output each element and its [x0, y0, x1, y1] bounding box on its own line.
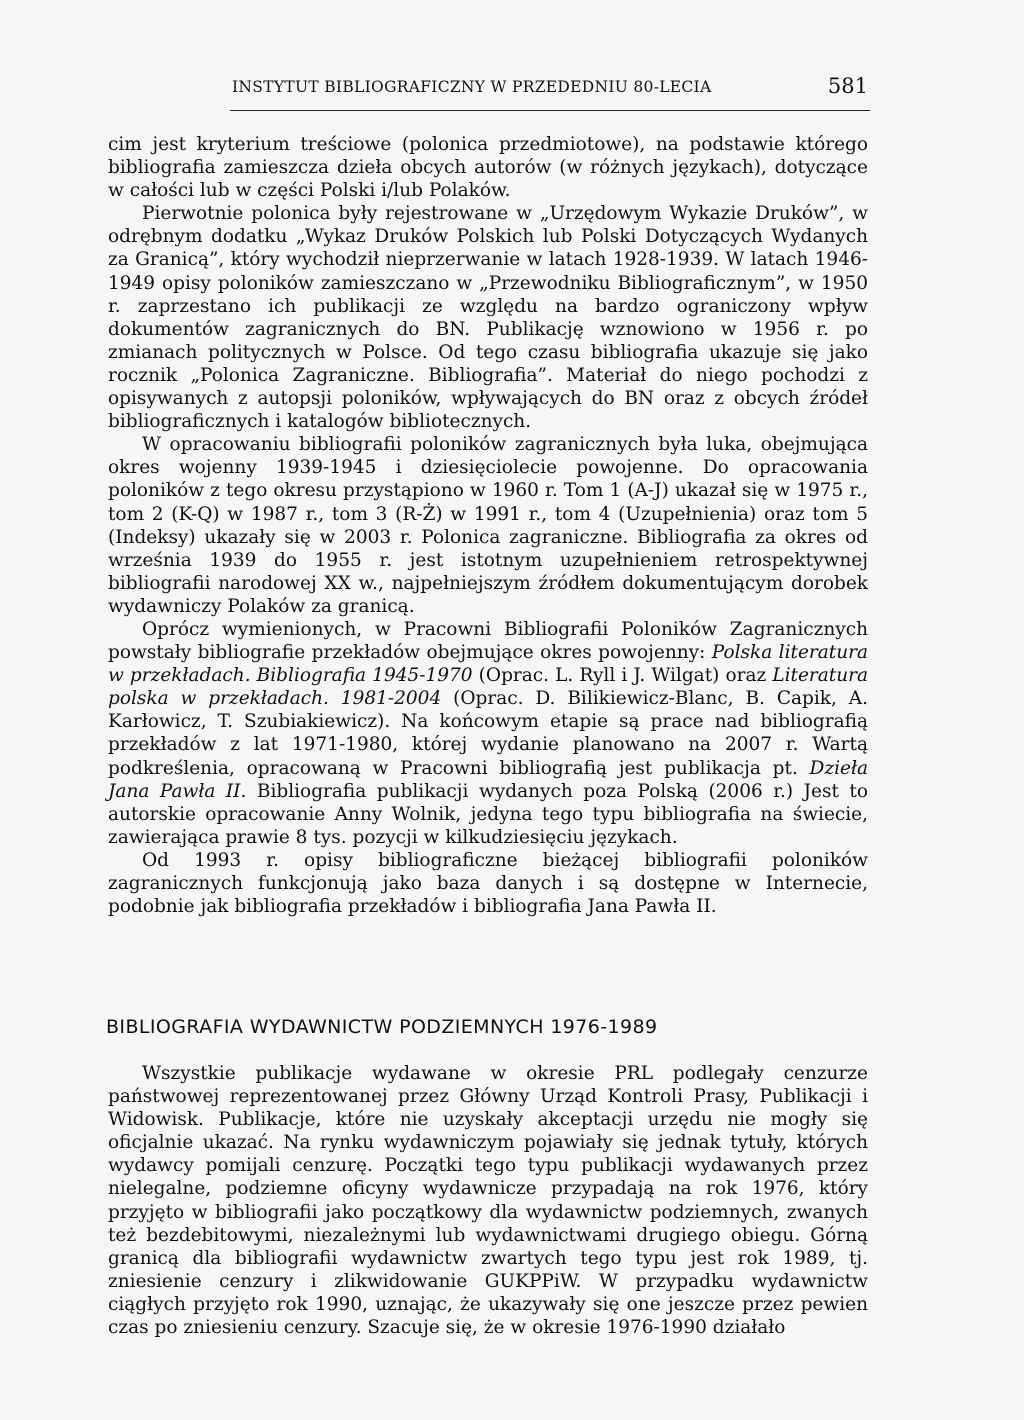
page-number: 581 [827, 74, 868, 98]
running-head: INSTYTUT BIBLIOGRAFICZNY W PRZEDEDNIU 80-LECIA [232, 78, 712, 96]
book-title: Literatura polska w przekładach. 1981-2004 [108, 665, 868, 710]
text-run: Oprócz wymienionych, w Pracowni Bibliografii Poloników Zagranicznych powstały bibliografie przekładów obejmujące okres powojenny: [108, 618, 868, 664]
header-rule [230, 110, 870, 111]
paragraph-database: Od 1993 r. opisy bibliograficzne bieżącej bibliografii poloników zagranicznych funkcjonują jako baza danych i są dostępne w Internecie, podobnie jak bibliografia przekładów i bibliografia Jana Pawła II. [108, 849, 868, 918]
paragraph-continued: cim jest kryterium treściowe (polonica przedmiotowe), na podstawie którego bibliografia zamieszcza dzieła obcych autorów (w różnych językach), dotyczące w całości lub w części Polski i/lub Polaków. [108, 134, 868, 202]
text-run: (Oprac. D. Bilikiewicz-Blanc, B. Capik, A. Karłowicz, T. Szubiakiewicz). Na końcowym etapie są prace nad bibliografią przekładów z lat 1971-1980, której wydanie planowano na 2007 r. Wartą podkreślenia, opracowaną w Pracowni bibliografią jest publikacja pt. [108, 688, 868, 779]
paragraph-translation-bibliographies [108, 618, 868, 849]
text-run: Bibliografia publikacji wydanych poza Polską (2006 r.) Jest to autorskie opracowanie Anny Wolnik, jedyna tego typu bibliografia na świecie, zawierająca prawie 8 tys. pozycji w kilkudziesięciu językach. [108, 780, 868, 848]
section-heading: BIBLIOGRAFIA WYDAWNICTW PODZIEMNYCH 1976-1989 [106, 1016, 658, 1038]
book-title: Dzieła Jana Pawła II. [108, 757, 868, 802]
main-text [108, 133, 868, 918]
book-title: Polska literatura w przekładach. Bibliografia 1945-1970 [108, 642, 868, 687]
paragraph-underground-publishing: Wszystkie publikacje wydawane w okresie PRL podlegały cenzurze państwowej reprezentowanej przez Główny Urząd Kontroli Prasy, Publikacji i Widowisk. Publikacje, które nie uzyskały akceptacji urzędu nie mogły się oficjalnie ukazać. Na rynku wydawniczym pojawiały się jednak tytuły, których wydawcy pomijali cenzurę. Początki tego typu publikacji wydawanych przez nielegalne, podziemne oficyny wydawnicze przypadają na rok 1976, który przyjęto w bibliografii jako początkowy dla wydawnictw podziemnych, zwanych też bezdebitowymi, niezależnymi lub wydawnictwami drugiego obiegu. Górną granicą dla bibliografii wydawnictw zwartych tego typu jest rok 1989, tj. zniesienie cenzury i zlikwidowanie GUKPPiW. W przypadku wydawnictw ciągłych przyjęto rok 1990, uznając, że ukazywały się one jeszcze przez pewien czas po zniesieniu cenzury. Szacuje się, że w okresie 1976-1990 działało [108, 1063, 868, 1339]
text-run: (Oprac. L. Ryll i J. Wilgat) oraz [472, 665, 773, 687]
paragraph-wartime-gap: W opracowaniu bibliografii poloników zagranicznych była luka, obejmująca okres wojenny 1939-1945 i dziesięciolecie powojenne. Do opracowania poloników z tego okresu przystąpiono w 1960 r. Tom 1 (A-J) ukazał się w 1975 r., tom 2 (K-Q) w 1987 r., tom 3 (R-Ż) w 1991 r., tom 4 (Uzupełnienia) oraz tom 5 (Indeksy) ukazały się w 2003 r. Polonica zagraniczne. Bibliografia za okres od września 1939 do 1955 r. jest istotnym uzupełnieniem retrospektywnej bibliografii narodowej XX w., najpełniejszym źródłem dokumentującym dorobek wydawniczy Polaków za granicą. [108, 434, 868, 617]
paragraph-polonica-history: Pierwotnie polonica były rejestrowane w „Urzędowym Wykazie Druków”, w odrębnym dodatku „Wykaz Druków Polskich lub Polski Dotyczących Wydanych za Granicą”, który wychodził nieprzerwanie w latach 1928-1939. W latach 1946-1949 opisy poloników zamieszczano w „Przewodniku Bibliograficznym”, w 1950 r. zaprzestano ich publikacji ze względu na bardzo ograniczony wpływ dokumentów zagranicznych do BN. Publikację wznowiono w 1956 r. po zmianach politycznych w Polsce. Od tego czasu bibliografia ukazuje się jako rocznik „Polonica Zagraniczne. Bibliografia”. Materiał do niego pochodzi z opisywanych z autopsji poloników, wpływających do BN oraz z obcych źródeł bibliograficznych i katalogów bibliotecznych. [108, 203, 868, 433]
section-text [108, 1062, 868, 1339]
